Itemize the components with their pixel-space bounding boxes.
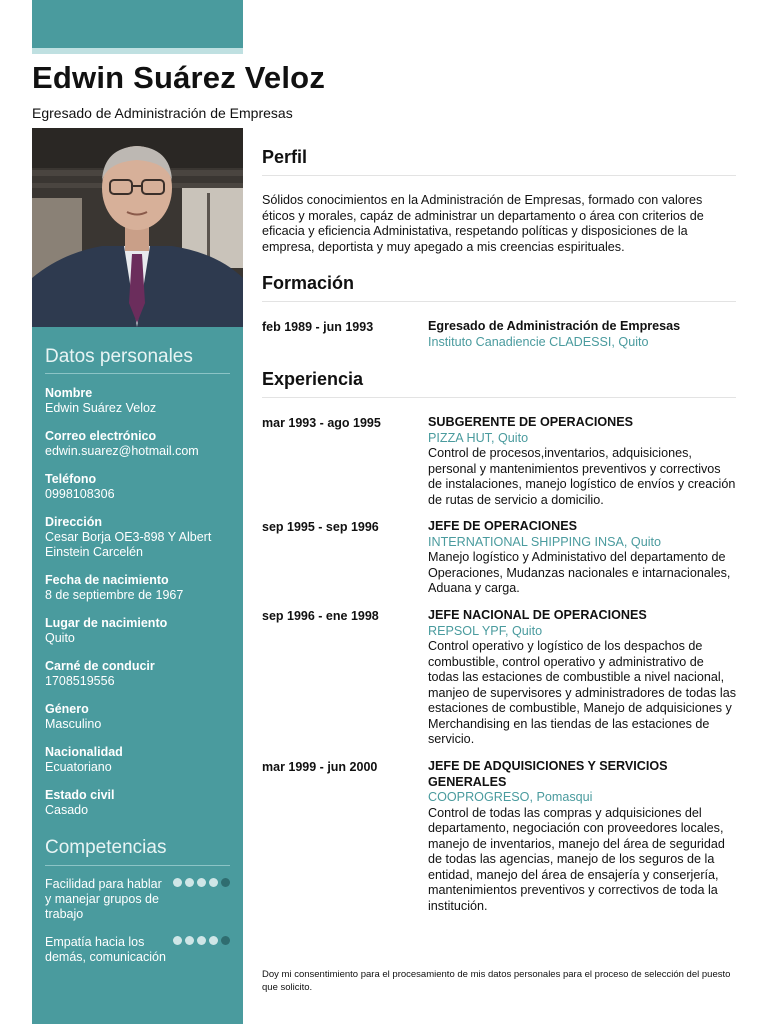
field-label: Carné de conducir — [45, 659, 155, 673]
entry-org: PIZZA HUT, Quito — [428, 430, 529, 445]
experience-date: mar 1999 - jun 2000 — [262, 760, 378, 774]
field-label: Lugar de nacimiento — [45, 616, 168, 630]
field-label: Dirección — [45, 515, 102, 529]
field-value: Ecuatoriano — [45, 760, 112, 774]
skill-item — [45, 935, 230, 965]
rating-dot-filled — [209, 936, 218, 945]
experience-date: sep 1995 - sep 1996 — [262, 520, 379, 534]
field-birthdate — [45, 573, 230, 603]
field-value: Quito — [45, 631, 75, 645]
field-value: Casado — [45, 803, 89, 817]
skills-title: Competencias — [45, 837, 167, 858]
profile-rule — [262, 175, 736, 176]
education-rule — [262, 301, 736, 302]
entry-org: COOPROGRESO, Pomasqui — [428, 790, 593, 804]
entry-description: Manejo logístico y Administativo del departamento de Operaciones, Mudanzas nacionales e intarnacionales, Aduana y carga. — [428, 550, 731, 595]
entry-title: JEFE DE ADQUISICIONES Y SERVICIOS GENERALES — [428, 759, 668, 789]
field-label: Estado civil — [45, 788, 115, 802]
field-label: Nombre — [45, 386, 93, 400]
entry-org: REPSOL YPF, Quito — [428, 623, 543, 638]
skill-text: Facilidad para hablar y manejar grupos de trabajo — [45, 877, 162, 921]
entry-description: Control de todas las compras y adquisiciones del departamento, negociación con proveedores locales, manejo de inventarios, manejo del área de seguridad de todas las agencias, manejo de los seguros de la entidad, manejo del área de ensajería y conserjería, mantenimientos preventivos y correctivos de toda la institución. — [428, 805, 725, 913]
experience-rule — [262, 397, 736, 398]
field-license — [45, 659, 230, 689]
consent-note: Doy mi consentimiento para el procesamiento de mis datos personales para el proceso de selección del puesto que solicito. — [262, 969, 731, 993]
field-marital-status — [45, 788, 230, 818]
rating-dot-empty — [221, 878, 230, 887]
entry-org: INTERNATIONAL SHIPPING INSA, Quito — [428, 534, 662, 549]
entry-description: Control de procesos,inventarios, adquisiciones, personal y mantenimientos preventivos y correctivos de instalaciones, manejo logístico de envíos y creación de rutas de servicio a domicilio. — [428, 446, 736, 507]
person-subtitle: Egresado de Administración de Empresas — [32, 105, 293, 121]
rating-dot-filled — [197, 936, 206, 945]
field-birthplace — [45, 616, 230, 646]
field-value: 0998108306 — [45, 487, 115, 501]
rating-dot-filled — [173, 936, 182, 945]
experience-entry — [428, 415, 736, 508]
field-nationality — [45, 745, 230, 775]
person-name: Edwin Suárez Veloz — [32, 60, 326, 95]
rating-dot-filled — [185, 878, 194, 887]
entry-org: Instituto Canadiencie CLADESSI, Quito — [428, 334, 649, 349]
profile-title: Perfil — [262, 147, 308, 167]
experience-entry — [428, 608, 736, 748]
skill-text: Empatía hacia los demás, comunicación — [45, 935, 166, 964]
field-label: Teléfono — [45, 472, 97, 486]
rating-dot-filled — [173, 878, 182, 887]
field-label: Correo electrónico — [45, 429, 157, 443]
skills-rule — [45, 865, 230, 866]
experience-entry — [428, 759, 736, 914]
education-entry — [428, 319, 736, 350]
experience-date: mar 1993 - ago 1995 — [262, 416, 381, 430]
skill-rating — [173, 936, 230, 945]
field-label: Nacionalidad — [45, 745, 123, 759]
field-value: Cesar Borja OE3-898 Y Albert Einstein Carcelén — [45, 530, 212, 559]
skill-rating — [173, 878, 230, 887]
rating-dot-filled — [185, 936, 194, 945]
entry-title: SUBGERENTE DE OPERACIONES — [428, 415, 634, 429]
education-title: Formación — [262, 273, 355, 293]
entry-title: JEFE DE OPERACIONES — [428, 519, 578, 533]
field-address — [45, 515, 230, 560]
experience-entry — [428, 519, 736, 597]
entry-title: JEFE NACIONAL DE OPERACIONES — [428, 608, 647, 622]
entry-description: Control operativo y logístico de los despachos de combustible, control operativo y administrativo de todas las estaciones de combustible a nivel nacional, manjeo de supervisores y administradores de todas las estaciones de combustible, Manejo de adquisiciones y Merchandising en las tiendas de las estaciones de servicio. — [428, 639, 737, 746]
education-date: feb 1989 - jun 1993 — [262, 320, 374, 334]
header-accent-bar — [32, 0, 243, 48]
sidebar — [32, 128, 243, 1024]
entry-title: Egresado de Administración de Empresas — [428, 319, 681, 333]
profile-text: Sólidos conocimientos en la Administración de Empresas, formado con valores éticos y morales, capáz de administrar un departamento o área con criterios de eficacia y eficiencia Administativa, respetando políticas y disposiciones de la empresa, deportista y muy apegado a mis creencias espirituales. — [262, 193, 704, 254]
header-accent-line — [32, 48, 243, 54]
field-value: Masculino — [45, 717, 102, 731]
rating-dot-filled — [197, 878, 206, 887]
field-label: Género — [45, 702, 89, 716]
skill-item — [45, 877, 230, 922]
field-gender — [45, 702, 230, 732]
field-value: edwin.suarez@hotmail.com — [45, 444, 199, 458]
experience-date: sep 1996 - ene 1998 — [262, 609, 379, 623]
field-value: 8 de septiembre de 1967 — [45, 588, 184, 602]
field-phone — [45, 472, 230, 502]
personal-data-title: Datos personales — [45, 346, 193, 367]
experience-title: Experiencia — [262, 369, 364, 389]
personal-data-rule — [45, 373, 230, 374]
rating-dot-filled — [209, 878, 218, 887]
rating-dot-empty — [221, 936, 230, 945]
field-label: Fecha de nacimiento — [45, 573, 169, 587]
field-value: Edwin Suárez Veloz — [45, 401, 157, 415]
field-email — [45, 429, 230, 459]
field-name — [45, 386, 230, 416]
field-value: 1708519556 — [45, 674, 115, 688]
profile-photo — [32, 128, 243, 327]
